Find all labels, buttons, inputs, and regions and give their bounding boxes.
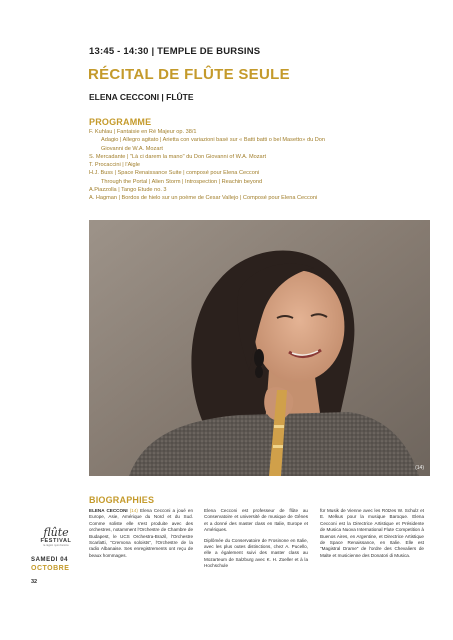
concert-title: RÉCITAL DE FLÛTE SEULE xyxy=(88,66,290,83)
programme-line: H.J. Buss | Space Renaissance Suite | composé pour Elena Cecconi xyxy=(89,170,260,177)
programme-list xyxy=(89,128,429,203)
logo-festival: FESTIVAL xyxy=(40,538,72,544)
programme-line: T. Procaccini | l'Aigle xyxy=(89,162,141,169)
bio-paragraph: Elena Cecconi est professeur de flûte au Conservatoire et université de musique de Gênes et a donné des master class en Italie, Europe et Amériques. xyxy=(204,508,308,533)
festival-logo xyxy=(32,527,80,547)
photo-credit: (14) xyxy=(415,465,424,471)
bio-paragraph xyxy=(89,508,193,559)
programme-line: Adagio | Allegro agitato | Arietta con variazioni basé sur « Batti batti o bel Masetto» du Don xyxy=(101,137,325,144)
programme-line: S. Mercadante | "Là ci darem la mano" du Don Giovanni of W.A. Mozart xyxy=(89,153,267,160)
programme-line: Through the Portal | Alien Storm | Introspection | Reachin beyond xyxy=(101,178,263,185)
bio-column-3 xyxy=(320,508,424,563)
performer-photo xyxy=(89,220,430,476)
bio-name-ref: (14) xyxy=(129,508,138,513)
programme-line: F. Kuhlau | Fantaisie en Ré Majeur op. 38/1 xyxy=(89,129,197,135)
biographies-heading: BIOGRAPHIES xyxy=(89,495,155,505)
performer-line: ELENA CECCONI | FLÛTE xyxy=(89,92,194,102)
event-date-day: SAMEDI 04 xyxy=(31,557,69,563)
concert-time-venue: 13:45 - 14:30 | TEMPLE DE BURSINS xyxy=(89,46,261,57)
logo-subtitle: la région nyon bursins xyxy=(43,544,69,547)
bio-paragraph: Diplômée du Conservatoire de Frosinone en Italie, avec les plus outes distinctions, chez A. Pucello, elle a également suivi des master class au Mozarteum de Salzburg avec K. H. Zoeller et à la Hochschule xyxy=(204,537,308,569)
bio-column-1 xyxy=(89,508,193,563)
logo-wordmark: flûte xyxy=(43,526,69,539)
bio-text: Elena Cecconi a joué en Europe, Asie, Amérique du Nord et du Sud. Comme soliste elle s'est produite avec des orchestres, notamment l'Orchestre de Chambre de Budapest, le UCS Orchestra-Brazil, l'Orchestre Scarlatti, "Cremona soloists", l'Orchestre de la radio Albanaise. Ses enregistrements ont reçu de beaux hommages. xyxy=(89,508,193,558)
page-number: 32 xyxy=(31,579,38,585)
bio-paragraph: für Musik de Vienne avec les Rötzes W. Schulz et E. Melkus pour la musique Baroque. Elena Cecconi est la Directrice Artistique et Présidente de Musica Nuova International Flute Competition à Buenos Aires, en Argentine, et Directrice Artistique de Space Renaissance, en Italie. Elle est "Magistral Drame" de l'ordre des Chevaliers de Malte et musicienne des Donatori di Musica. xyxy=(320,508,424,558)
event-date-month: OCTOBRE xyxy=(31,565,70,572)
programme-line: A. Hagman | Bordos de hielo sur un poème de Cesar Vallejo | Composé pour Elena Cecconi xyxy=(89,195,318,202)
bio-name: ELENA CECCONI xyxy=(89,508,128,513)
programme-heading: PROGRAMME xyxy=(89,117,152,127)
programme-line: A.Piazzolla | Tango Etude no. 3 xyxy=(89,187,167,194)
programme-line: Giovanni de W.A. Mozart xyxy=(101,145,163,152)
photo-illustration xyxy=(89,220,430,476)
bio-column-2 xyxy=(204,508,308,574)
